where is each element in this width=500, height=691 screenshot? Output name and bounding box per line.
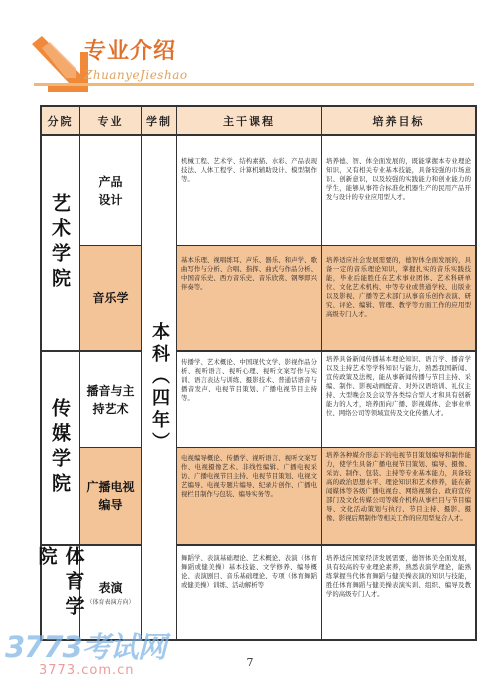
school-name: 艺术学院: [49, 193, 71, 293]
major-cell: [80, 136, 142, 246]
goals-cell: 培养具备新闻传播基本理论知识、语言学、播音学以及主持艺术等学科知识与能力，熟悉我国新闻、宣传政策及法规，能从事新闻传播与节目主持、采编、制作、影视动画配音、对外汉语培训、礼仪主持、大型晚会及会议等各类综合型人才和具有创新能力的人才，培养面向广播、影视媒体、企事业单位、网络公司等领域宣传及文化传播人才。: [322, 352, 475, 448]
header-goals: 培养目标: [322, 107, 475, 136]
goals-cell: 培养适应国家经济发展需要，德智体美全面发展，具有较高的专业理论素养，熟悉表演学理论，能熟练掌握当代体育舞蹈与健美操表演的知识与技能，胜任体育舞蹈与健美操表演实训、组织、编导及教学的高级专门人才。: [326, 554, 471, 598]
major-cell: [80, 352, 142, 448]
majors-table: [35, 105, 477, 641]
major-cell: [80, 448, 142, 546]
header-major: 专业: [80, 107, 142, 136]
page-title: 专业介绍: [84, 39, 177, 64]
header-school: 分院: [42, 107, 80, 136]
goals-cell: 培养适应社会发展需要的，德智体全面发展的，具备一定的音乐理论知识，掌握扎实的音乐实践技能，毕业后能胜任在艺术事业团体、艺术科研单位、文化艺术机构、中等专业或普通学校、出版业以及影视、广播等艺术部门从事音乐创作表演、研究、评论、编辑、管理、教学等方面工作的应用型高级专门人才。: [322, 246, 475, 352]
school-cell: [35, 546, 85, 639]
page-number: 7: [246, 656, 254, 669]
watermark-text: 3773考试网: [5, 630, 166, 664]
school-cell: [42, 136, 80, 352]
major-name: 广播电视编导: [86, 480, 135, 512]
school-name: 体育学院: [35, 546, 85, 621]
major-name: 音乐学: [92, 291, 129, 305]
major-note: （体育表演方向）: [86, 598, 135, 606]
goals-cell: 培养德、智、体全面发展的，既能掌握本专业理论知识，又有相关专业基本技能，具备较强的市场意识、创新意识，以及较强的实践能力和创业能力的学生，能够从事符合标准化机器生产的民用产品开发与设计的专业应用型人才。: [322, 136, 475, 246]
page-subtitle: ZhuanyeJieshao: [84, 68, 188, 82]
courses-cell: 舞蹈学、表演基础理论、艺术概论、表演（体育舞蹈或健美操）基本技能、文学修养、编导概论、表演剧目、音乐基础理论、专项（体育舞蹈或健美操）训练、活动解析等: [177, 546, 322, 639]
page-header: [0, 0, 500, 100]
major-name: 播音与主持艺术: [86, 383, 135, 416]
school-cell: [42, 352, 80, 546]
header-divider: [34, 83, 474, 86]
major-name: 表演: [98, 580, 123, 595]
major-cell: [80, 546, 142, 639]
courses-cell: 传播学、艺术概论、中国现代文学、影视作品分析、视听语言、视听心理、视听文案写作与实训、语言表达与训练、摄影技术、普通话语音与播音发声、电视节目策划、广播电视节目主持等。: [177, 352, 322, 448]
degree-cell: [142, 136, 177, 639]
goals-cell: 培养各种媒介形态下的电视节目策划编导和制作能力，使学生具备广播电视节目策划、编导、摄像、采访、制作、包装、主持等专业基本能力，具备较高的政治思想水平、理论知识和艺术修养，能在新闻媒体等各级广播电视台、网络视频台、政府宣传部门及文化传媒公司等媒介机构从事栏目与节目编导、文化活动策划与执行、节目主持、摄影、摄像、影视后期制作等相关工作的应用型复合人才。: [322, 448, 475, 546]
title-block: [84, 40, 188, 82]
courses-cell: 电视编导概论、传播学、视听语言、视听文案写作、电视摄像艺术、非线性编辑、广播电视采访、广播电视节目主持、电视节目策划、电视文艺编导、电视专题片编导、纪录片创作、广播电视栏目制作与包装、编导实务等。: [177, 448, 322, 546]
header-courses: 主干课程: [177, 107, 322, 136]
courses-cell: 机械工程、艺术学、结构素描、水彩、产品表现技法、人体工程学、计算机辅助设计、模型制作等。: [177, 136, 322, 246]
major-name: 产品设计: [98, 174, 123, 207]
courses-cell: 基本乐理、视唱练耳、声乐、器乐、和声学、歌曲写作与分析、合唱、指挥、曲式与作品分析、中国音乐史、西方音乐史、音乐欣赏、钢琴即兴伴奏等。: [177, 246, 322, 352]
degree-label: 本科（四年）: [149, 321, 170, 454]
major-cell: [80, 246, 142, 352]
school-name: 传媒学院: [49, 398, 71, 498]
header-duration: 学制: [142, 107, 177, 136]
watermark-url: 3773.com.cn: [39, 663, 135, 678]
